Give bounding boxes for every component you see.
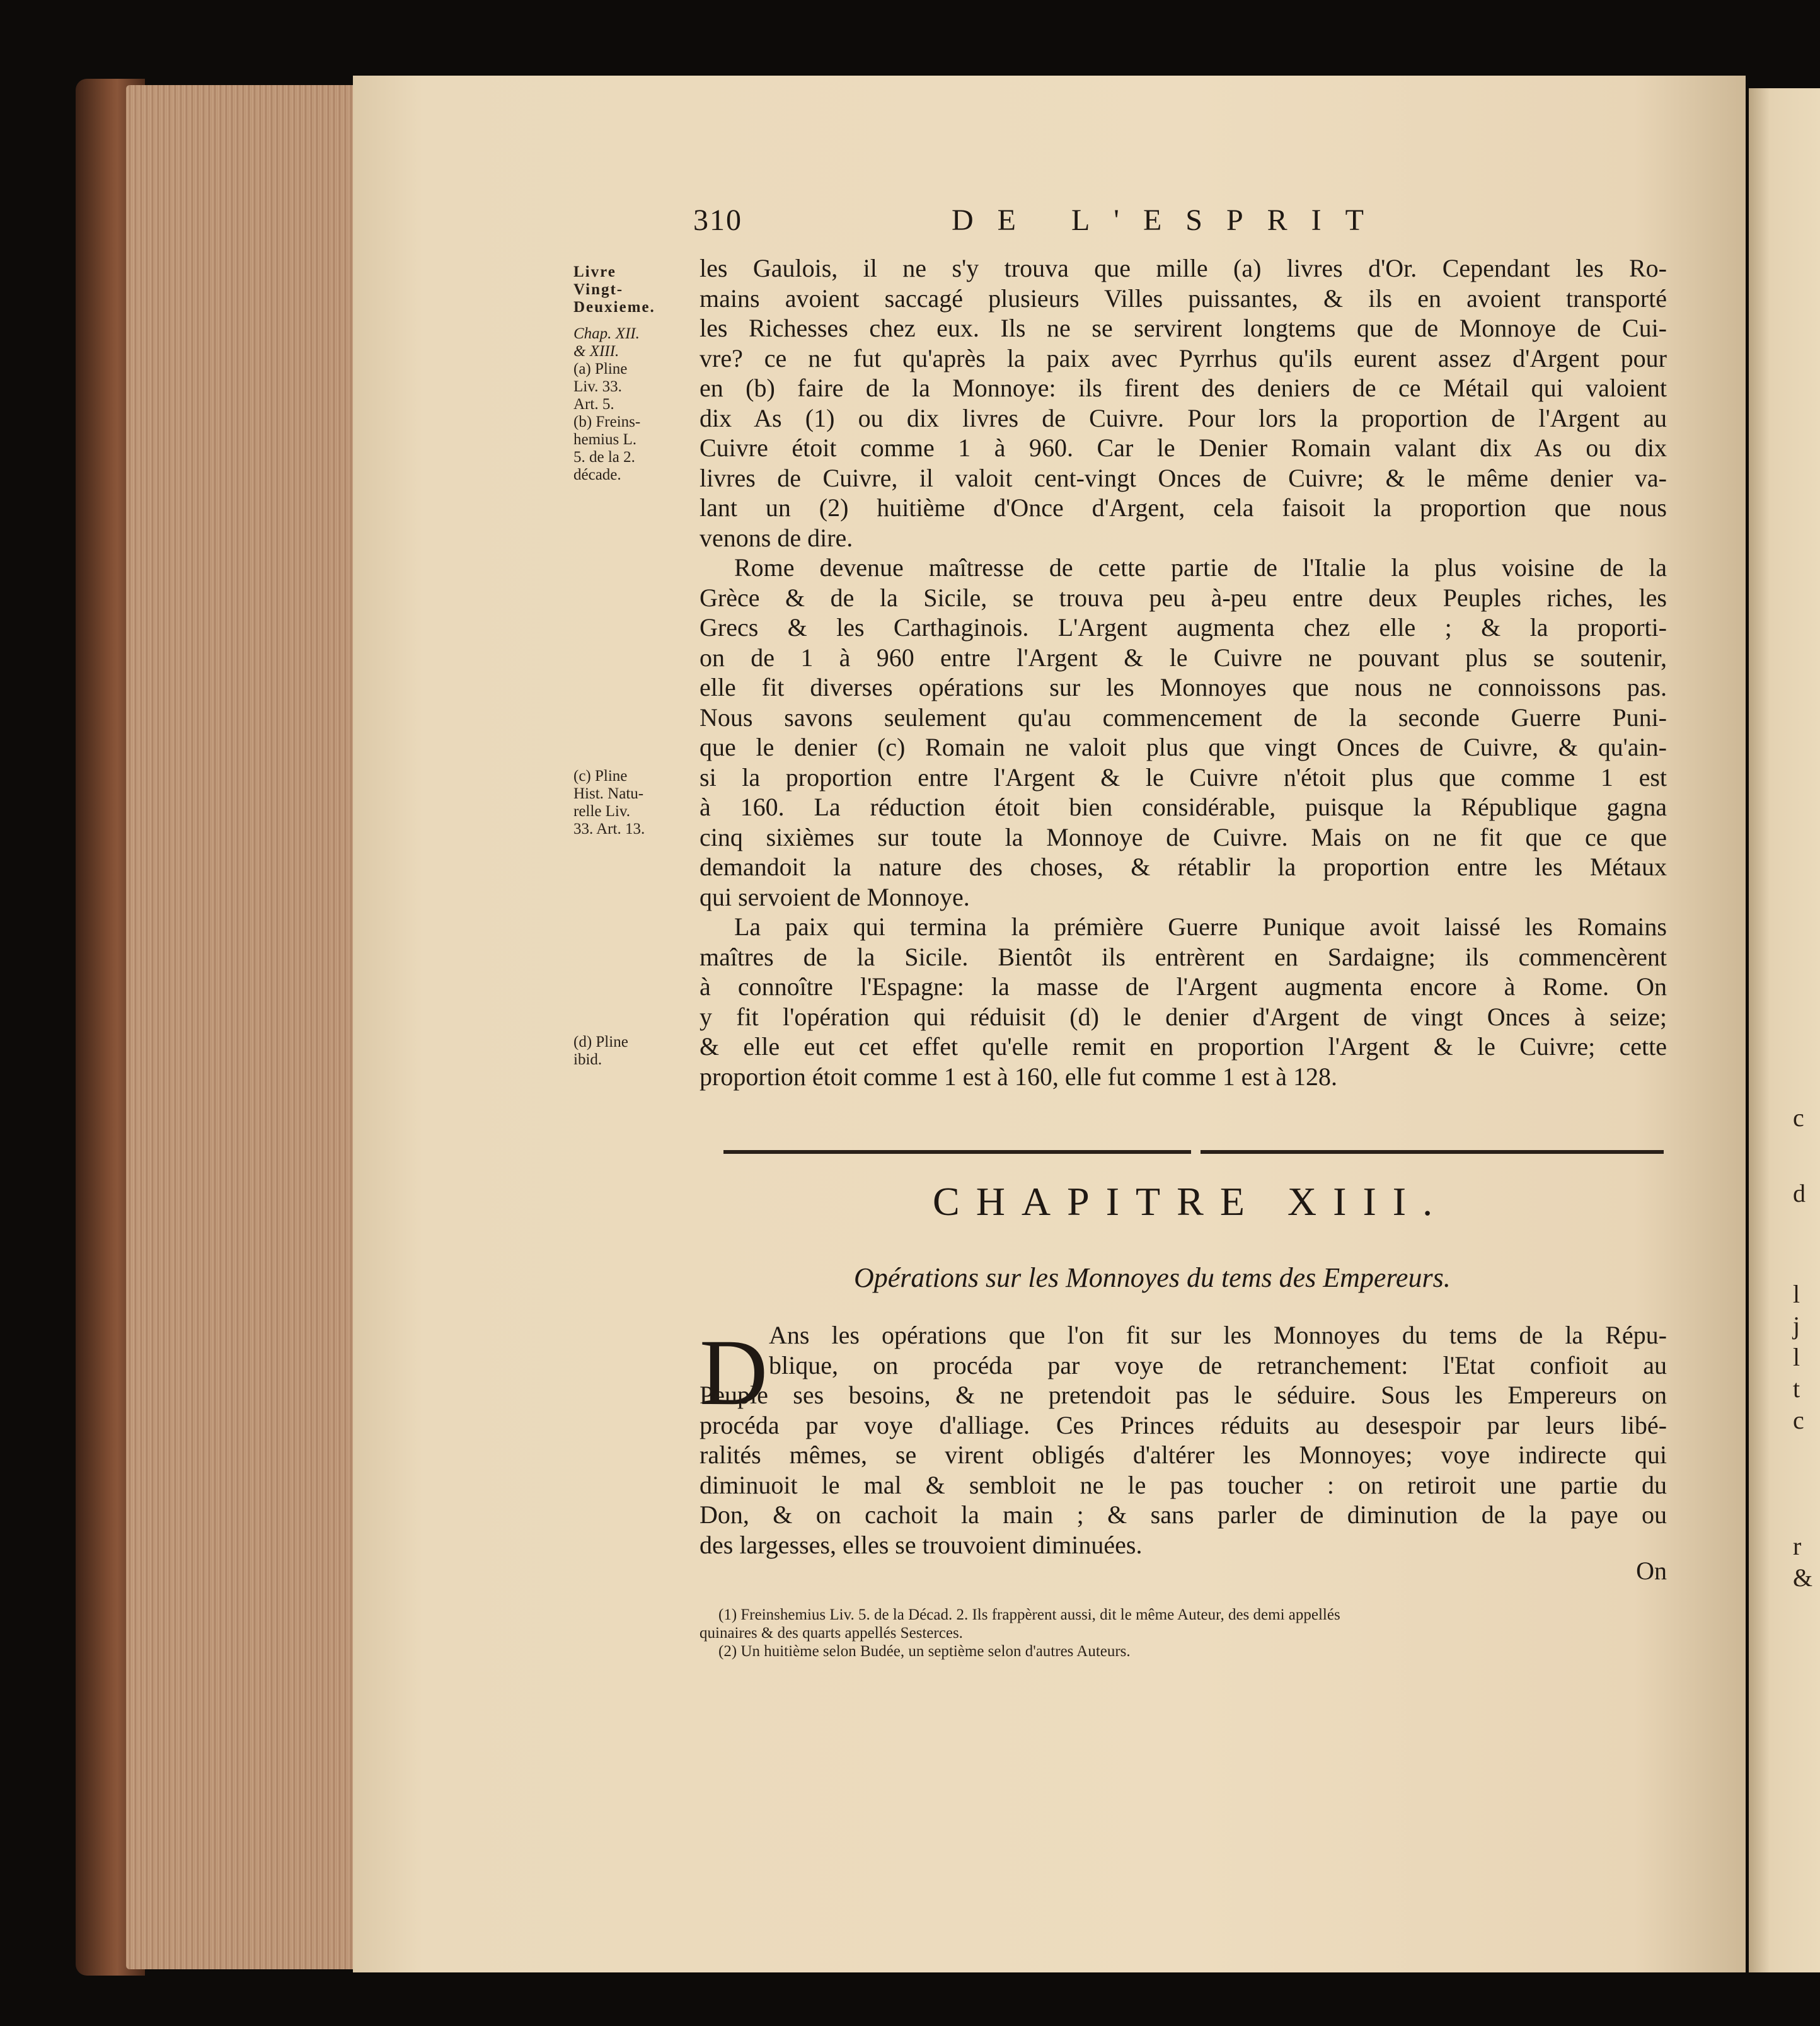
facing-fragment: c (1793, 1103, 1804, 1132)
margin-line: Livre (573, 263, 616, 280)
text-line: vre? ce ne fut qu'après la paix avec Pyrrhus qu'ils eurent assez d'Argent pour (700, 343, 1667, 372)
margin-line: relle Liv. (573, 803, 631, 820)
text-line: proportion étoit comme 1 est à 160, elle fut comme 1 est à 128. (700, 1062, 1337, 1091)
page-block-edges (126, 85, 362, 1969)
text-line: Don, & on cachoit la main ; & sans parler de diminution de la paye ou (700, 1500, 1667, 1529)
chapter-title: CHAPITRE XIII. (933, 1179, 1449, 1224)
margin-line: (b) Freins- (573, 413, 641, 430)
margin-line: hemius L. (573, 431, 636, 448)
footnotes (700, 1606, 1667, 1661)
text-line: Rome devenue maîtresse de cette partie de l'Italie la plus voisine de la (734, 553, 1667, 582)
text-line: y fit l'opération qui réduisit (d) le denier d'Argent de vingt Onces à seize; (700, 1002, 1667, 1031)
text-line: si la proportion entre l'Argent & le Cuivre n'étoit plus que comme 1 est (700, 763, 1667, 791)
chapter-subtitle: Opérations sur les Monnoyes du tems des Empereurs. (854, 1262, 1451, 1293)
catchword: On (1636, 1557, 1667, 1585)
text-line: La paix qui termina la prémière Guerre Punique avoit laissé les Romains (734, 912, 1667, 941)
margin-line: (c) Pline (573, 768, 628, 785)
running-title: DE L'ESPRIT (952, 204, 1388, 237)
margin-note-3 (573, 1033, 687, 1069)
footnote-line: quinaires & des quarts appellés Sesterces. (700, 1625, 963, 1642)
running-head (693, 203, 1512, 241)
text-line: cinq sixièmes sur toute la Monnoye de Cuivre. Mais on ne fit que ce que (700, 822, 1667, 851)
page-number: 310 (693, 204, 742, 237)
facing-fragment: j (1793, 1311, 1800, 1340)
margin-line: (d) Pline (573, 1033, 628, 1050)
margin-line: ibid. (573, 1051, 602, 1068)
text-line: à 160. La réduction étoit bien considérable, puisque la République gagna (700, 793, 1667, 821)
margin-line: 33. Art. 13. (573, 820, 645, 837)
margin-line: Hist. Natu- (573, 785, 644, 802)
facing-fragment: l (1793, 1280, 1800, 1308)
text-line: Cuivre étoit comme 1 à 960. Car le Denier Romain valant dix As ou dix (700, 434, 1667, 462)
chapter-text (700, 1380, 1667, 1586)
facing-fragment: c (1793, 1406, 1804, 1434)
margin-line: Chap. XII. (573, 325, 640, 342)
footnote-line: (2) Un huitième selon Budée, un septième selon d'autres Auteurs. (718, 1643, 1131, 1660)
margin-line: (a) Pline (573, 360, 628, 377)
facing-fragment: l (1793, 1343, 1800, 1371)
text-line: Grecs & les Carthaginois. L'Argent augmenta chez elle ; & la proporti- (700, 613, 1667, 642)
text-line: des largesses, elles se trouvoient diminuées. (700, 1530, 1143, 1559)
margin-line: Vingt- (573, 281, 624, 298)
text-line: procéda par voye d'alliage. Ces Princes réduits au desespoir par leurs libé- (700, 1410, 1667, 1439)
text-line: Grèce & de la Sicile, se trouva peu à-peu entre deux Peuples riches, les (700, 583, 1667, 612)
margin-note-1 (573, 263, 687, 484)
text-line: blique, on procéda par voye de retranchement: l'Etat confioit au (769, 1350, 1667, 1379)
text-line: diminuoit le mal & sembloit ne le pas toucher : on retiroit une partie du (700, 1470, 1667, 1499)
text-line: Peuple ses besoins, & ne pretendoit pas le séduire. Sous les Empereurs on (700, 1381, 1667, 1409)
text-line: les Gaulois, il ne s'y trouva que mille (a) livres d'Or. Cependant les Ro- (700, 254, 1667, 282)
margin-line: & XIII. (573, 343, 619, 360)
margin-line: Deuxieme. (573, 299, 655, 316)
chapter-rule-right (1201, 1150, 1664, 1154)
text-line: Nous savons seulement qu'au commencement de la seconde Guerre Puni- (700, 703, 1667, 732)
margin-line: Art. 5. (573, 396, 614, 413)
text-line: maîtres de la Sicile. Bientôt ils entrèrent en Sardaigne; ils commencèrent (700, 942, 1667, 971)
text-line: Ans les opérations que l'on fit sur les Monnoyes du tems de la Répu- (769, 1321, 1667, 1349)
text-line: & elle eut cet effet qu'elle remit en proportion l'Argent & le Cuivre; cette (700, 1032, 1667, 1061)
text-line: à connoître l'Espagne: la masse de l'Argent augmenta encore à Rome. On (700, 972, 1667, 1001)
margin-line: 5. de la 2. (573, 449, 635, 466)
chapter-rule-left (723, 1150, 1191, 1154)
facing-page-edge (1749, 88, 1820, 1972)
facing-fragment: d (1793, 1179, 1806, 1207)
margin-line: décade. (573, 466, 621, 483)
facing-fragment: r (1793, 1532, 1802, 1560)
footnote-line: (1) Freinshemius Liv. 5. de la Décad. 2. Ils frappèrent aussi, dit le même Auteur, des demi appellés (718, 1606, 1340, 1623)
text-line: mains avoient saccagé plusieurs Villes puissantes, & ils en avoient transporté (700, 284, 1667, 313)
paragraph-2 (700, 553, 1667, 912)
facing-fragment: & (1793, 1563, 1813, 1592)
text-line: on de 1 à 960 entre l'Argent & le Cuivre ne pouvant plus se soutenir, (700, 643, 1667, 672)
text-line: venons de dire. (700, 523, 853, 552)
facing-fragment: t (1793, 1374, 1800, 1403)
drop-cap: D (700, 1320, 768, 1425)
chapter-text-indented (769, 1320, 1667, 1380)
text-line: livres de Cuivre, il valoit cent-vingt Onces de Cuivre; & le même denier va- (700, 463, 1667, 492)
paragraph-3 (700, 912, 1667, 1091)
margin-line: Liv. 33. (573, 378, 622, 395)
text-line: demandoit la nature des choses, & rétablir la proportion entre les Métaux (700, 853, 1667, 881)
text-line: lant un (2) huitième d'Once d'Argent, cela faisoit la proportion que nous (700, 493, 1667, 522)
text-line: les Richesses chez eux. Ils ne se servirent longtems que de Monnoye de Cui- (700, 314, 1667, 342)
text-line: dix As (1) ou dix livres de Cuivre. Pour lors la proportion de l'Argent au (700, 403, 1667, 432)
main-text (700, 253, 1667, 1091)
text-line: en (b) faire de la Monnoye: ils firent des deniers de ce Métail qui valoient (700, 374, 1667, 402)
paragraph-1 (700, 253, 1667, 553)
text-line: qui servoient de Monnoye. (700, 882, 970, 911)
text-line: ralités mêmes, se virent obligés d'altérer les Monnoyes; voye indirecte qui (700, 1441, 1667, 1469)
margin-note-2 (573, 768, 687, 838)
text-line: que le denier (c) Romain ne valoit plus que vingt Onces de Cuivre, & qu'ain- (700, 733, 1667, 761)
text-line: elle fit diverses opérations sur les Monnoyes que nous ne connoissons pas. (700, 673, 1667, 701)
